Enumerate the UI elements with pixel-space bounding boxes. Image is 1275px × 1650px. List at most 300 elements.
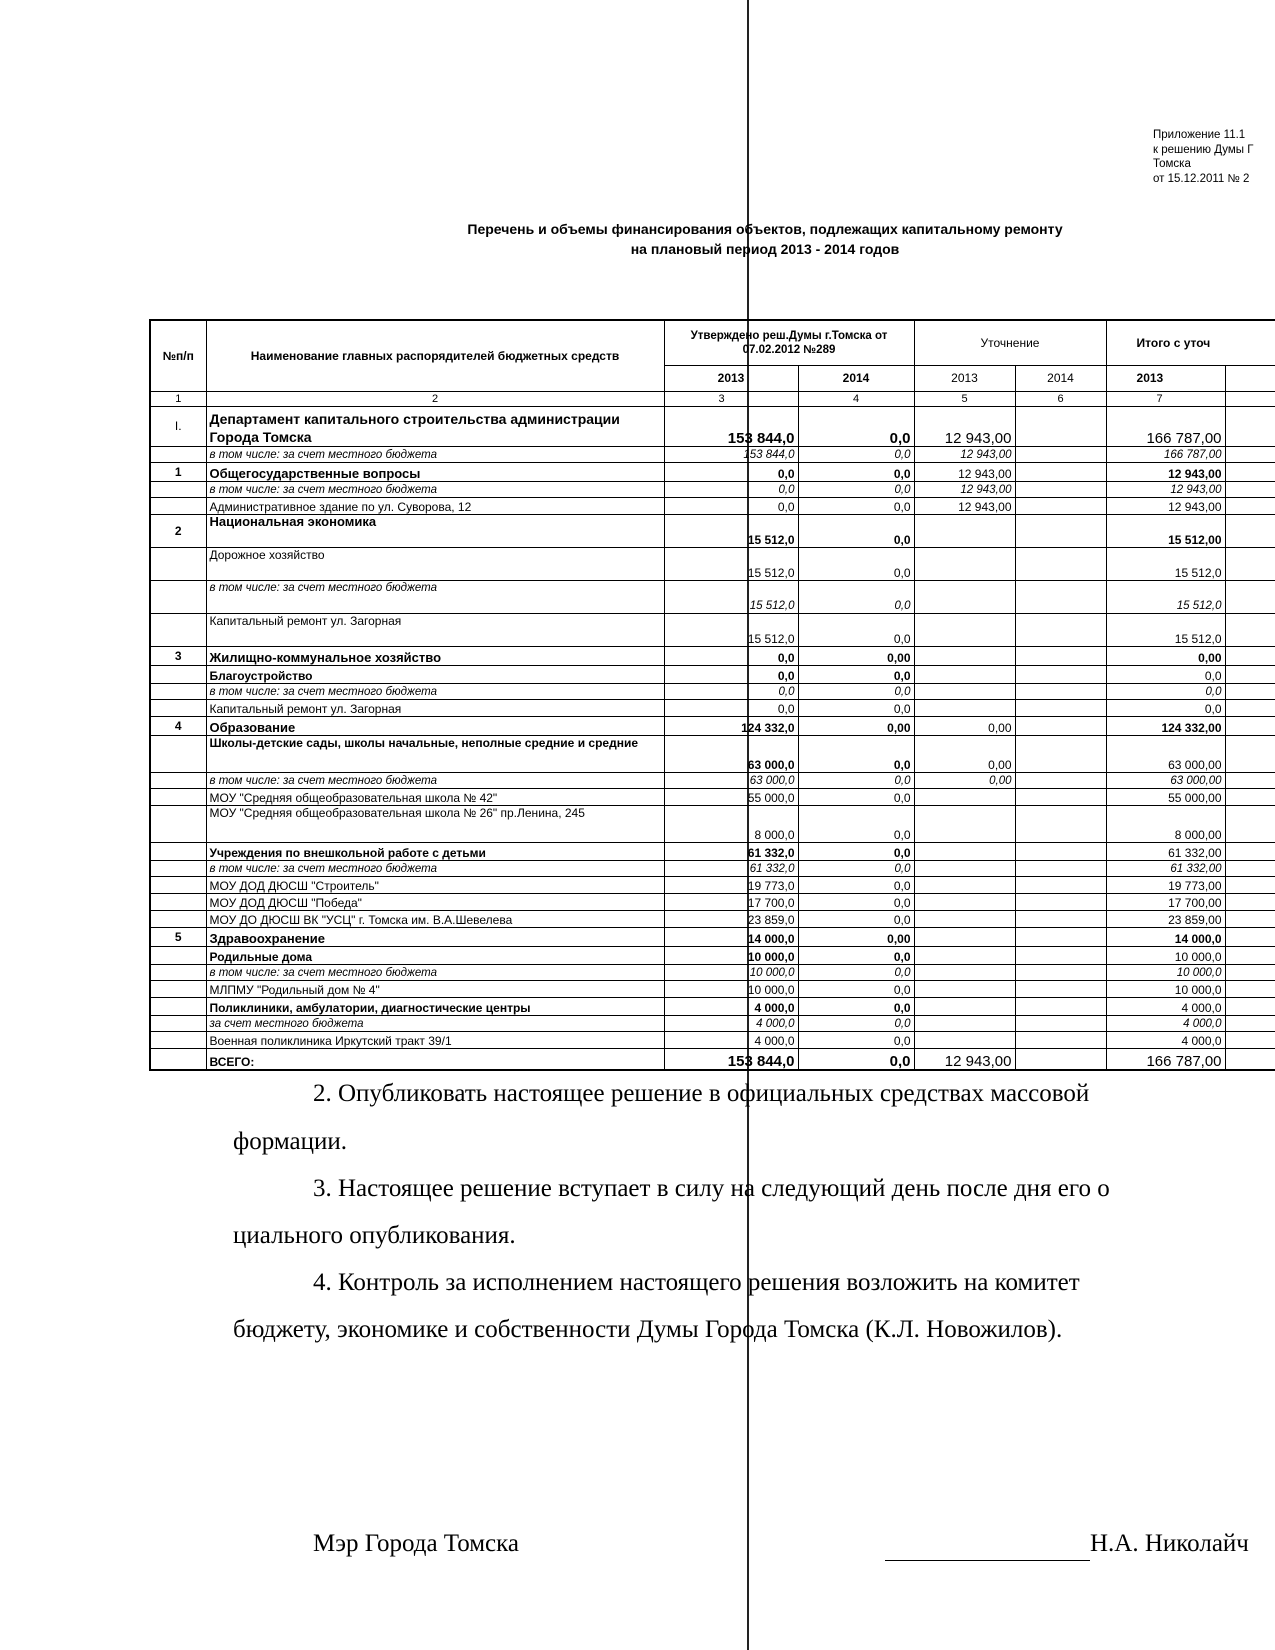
total-2014-cell [1225,1015,1275,1031]
approved-2014-cell: 0,0 [798,772,914,788]
title-line: Перечень и объемы финансирования объектов, подлежащих капитальному ремонту [467,221,1063,237]
total-2014-cell [1225,980,1275,997]
approved-2014-cell: 0,0 [798,683,914,699]
clarification-2013-cell: 12 943,00 [914,462,1015,481]
finance-table-wrapper [149,319,1275,1124]
table-row [150,997,1275,1015]
clarification-2014-cell [1015,613,1106,646]
finance-table [149,319,1275,1071]
total-2013-cell: 8 000,00 [1106,805,1225,842]
col-number: 6 [1015,391,1106,406]
table-row [150,980,1275,997]
clarification-2013-cell: 0,00 [914,772,1015,788]
table-row [150,946,1275,964]
table-row [150,910,1275,927]
approved-2014-cell: 0,0 [798,406,914,446]
clarification-2014-cell [1015,481,1106,497]
table-body [150,406,1275,1070]
approved-2013-cell: 15 512,0 [664,580,798,613]
total-2014-cell [1225,462,1275,481]
col-number: 5 [914,391,1015,406]
row-name-cell: Здравоохранение [206,927,664,946]
row-number-cell: 5 [150,927,206,946]
clarification-2013-cell [914,1015,1015,1031]
approved-2013-cell: 61 332,0 [664,842,798,860]
approved-2013-cell: 4 000,0 [664,997,798,1015]
approved-2014-cell: 0,0 [798,893,914,910]
clarification-2013-cell [914,699,1015,716]
total-2013-cell: 0,0 [1106,665,1225,683]
clarification-2013-cell: 0,00 [914,735,1015,772]
clarification-2014-cell [1015,1015,1106,1031]
total-2014-cell [1225,946,1275,964]
clarification-2013-cell [914,893,1015,910]
approved-2014-cell: 0,00 [798,927,914,946]
clarification-2013-cell [914,683,1015,699]
row-name-cell: Дорожное хозяйство [206,547,664,580]
row-number-cell [150,699,206,716]
col-number: 2 [206,391,664,406]
total-2013-cell: 0,0 [1106,699,1225,716]
total-2014-cell [1225,406,1275,446]
total-2013-cell: 61 332,00 [1106,842,1225,860]
row-name-cell: в том числе: за счет местного бюджета [206,772,664,788]
clarification-2014-cell [1015,772,1106,788]
total-2013-cell: 15 512,0 [1106,613,1225,646]
table-row [150,964,1275,980]
clarification-2013-cell [914,876,1015,893]
approved-2014-cell: 0,0 [798,876,914,893]
total-2013-cell: 61 332,00 [1106,860,1225,876]
clarification-2014-cell [1015,805,1106,842]
header-name: Наименование главных распорядителей бюджетных средств [206,320,664,391]
total-2013-cell: 4 000,0 [1106,997,1225,1015]
row-number-cell [150,997,206,1015]
approved-2013-cell: 19 773,0 [664,876,798,893]
row-number-cell [150,580,206,613]
total-2014-cell [1225,927,1275,946]
table-row [150,497,1275,514]
header-approved: Утверждено реш.Думы г.Томска от 07.02.2012 №289 [664,320,914,365]
table-row [150,446,1275,462]
table-row [150,406,1275,446]
table-row [150,665,1275,683]
row-name-cell: Капитальный ремонт ул. Загорная [206,699,664,716]
row-number-cell [150,805,206,842]
total-2013-cell: 55 000,00 [1106,788,1225,805]
header-approved-2014: 2014 [798,365,914,391]
clarification-2013-cell [914,788,1015,805]
clarification-2013-cell [914,580,1015,613]
row-number-cell [150,772,206,788]
total-2014-cell [1225,514,1275,547]
total-2013-cell: 166 787,00 [1106,406,1225,446]
approved-2013-cell: 14 000,0 [664,927,798,946]
approved-2013-cell: 4 000,0 [664,1015,798,1031]
row-number-cell: 4 [150,716,206,735]
table-row [150,1015,1275,1031]
row-name-cell: Учреждения по внешкольной работе с детьми [206,842,664,860]
paragraph-2-line-1: 2. Опубликовать настоящее решение в официальных средствах массовой [313,1080,1090,1107]
approved-2013-cell: 23 859,0 [664,910,798,927]
total-2013-cell: 166 787,00 [1106,1048,1225,1070]
total-2014-cell [1225,683,1275,699]
clarification-2013-cell: 12 943,00 [914,497,1015,514]
table-row [150,580,1275,613]
header-approved-2013: 2013 [664,365,798,391]
header-total: Итого с уточ [1106,320,1275,365]
total-2013-cell: 63 000,00 [1106,735,1225,772]
table-row [150,699,1275,716]
approved-2013-cell: 124 332,0 [664,716,798,735]
clarification-2014-cell [1015,876,1106,893]
table-row [150,613,1275,646]
approved-2013-cell: 153 844,0 [664,1048,798,1070]
approved-2013-cell: 0,0 [664,462,798,481]
approved-2013-cell: 15 512,0 [664,547,798,580]
clarification-2014-cell [1015,406,1106,446]
approved-2013-cell: 8 000,0 [664,805,798,842]
clarification-2013-cell [914,514,1015,547]
clarification-2013-cell [914,613,1015,646]
approved-2013-cell: 0,0 [664,683,798,699]
clarification-2014-cell [1015,716,1106,735]
approved-2014-cell: 0,0 [798,514,914,547]
approved-2014-cell: 0,0 [798,1015,914,1031]
total-2014-cell [1225,716,1275,735]
clarification-2013-cell [914,665,1015,683]
clarification-2014-cell [1015,1031,1106,1048]
signature-title: Мэр Города Томска [313,1530,520,1557]
approved-2014-cell: 0,0 [798,1031,914,1048]
total-2014-cell [1225,964,1275,980]
row-name-cell: Родильные дома [206,946,664,964]
total-2013-cell: 14 000,0 [1106,927,1225,946]
row-number-cell [150,876,206,893]
total-2014-cell [1225,842,1275,860]
row-number-cell [150,613,206,646]
row-name-cell: Департамент капитального строительства администрации Города Томска [206,406,664,446]
signature-line [885,1560,1090,1561]
appendix-line: к решению Думы Г [1153,143,1254,156]
title-line: на плановый период 2013 - 2014 годов [630,241,900,257]
row-number-cell [150,860,206,876]
approved-2014-cell: 0,0 [798,910,914,927]
paragraph-2-line-2: формации. [233,1128,347,1155]
approved-2013-cell: 61 332,0 [664,860,798,876]
clarification-2013-cell: 12 943,00 [914,406,1015,446]
row-name-cell: МОУ "Средняя общеобразовательная школа № 26" пр.Ленина, 245 [206,805,664,842]
row-name-cell: ВСЕГО: [206,1048,664,1070]
total-2013-cell: 0,00 [1106,646,1225,665]
row-name-cell: в том числе: за счет местного бюджета [206,683,664,699]
clarification-2014-cell [1015,910,1106,927]
clarification-2013-cell: 12 943,00 [914,1048,1015,1070]
total-2013-cell: 15 512,0 [1106,580,1225,613]
clarification-2013-cell [914,997,1015,1015]
col-number-empty [1225,391,1275,406]
clarification-2014-cell [1015,997,1106,1015]
approved-2014-cell: 0,0 [798,1048,914,1070]
clarification-2014-cell [1015,860,1106,876]
row-name-cell: Национальная экономика [206,514,664,547]
table-row [150,927,1275,946]
total-2014-cell [1225,446,1275,462]
table-row [150,842,1275,860]
table-row [150,1031,1275,1048]
row-name-cell: МОУ "Средняя общеобразовательная школа № 42" [206,788,664,805]
row-name-cell: в том числе: за счет местного бюджета [206,964,664,980]
approved-2014-cell: 0,0 [798,788,914,805]
row-name-cell: Поликлиники, амбулатории, диагностические центры [206,997,664,1015]
appendix-line: от 15.12.2011 № 2 [1153,172,1250,185]
row-number-cell [150,446,206,462]
approved-2013-cell: 55 000,0 [664,788,798,805]
row-number-cell [150,547,206,580]
approved-2013-cell: 0,0 [664,665,798,683]
total-2014-cell [1225,772,1275,788]
col-number: 7 [1106,391,1225,406]
total-2014-cell [1225,805,1275,842]
row-number-cell [150,735,206,772]
signature-name: Н.А. Николайч [1090,1530,1249,1557]
clarification-2014-cell [1015,946,1106,964]
total-2014-cell [1225,481,1275,497]
row-name-cell: Благоустройство [206,665,664,683]
approved-2014-cell: 0,0 [798,735,914,772]
approved-2013-cell: 0,0 [664,481,798,497]
header-total-2013: 2013 [1106,365,1225,391]
row-name-cell: Школы-детские сады, школы начальные, неполные средние и средние [206,735,664,772]
table-row [150,716,1275,735]
total-2013-cell: 19 773,00 [1106,876,1225,893]
clarification-2013-cell [914,980,1015,997]
row-number-cell: 2 [150,514,206,547]
total-2013-cell: 23 859,00 [1106,910,1225,927]
total-2014-cell [1225,910,1275,927]
total-2014-cell [1225,997,1275,1015]
total-2013-cell: 17 700,00 [1106,893,1225,910]
paragraph-4-line-2: бюджету, экономике и собственности Думы Города Томска (К.Л. Новожилов). [233,1316,1063,1343]
approved-2014-cell: 0,0 [798,481,914,497]
row-number-cell [150,893,206,910]
table-row [150,805,1275,842]
approved-2014-cell: 0,0 [798,580,914,613]
row-number-cell [150,842,206,860]
row-name-cell: МОУ ДОД ДЮСШ "Строитель" [206,876,664,893]
row-number-cell [150,910,206,927]
clarification-2014-cell [1015,788,1106,805]
clarification-2014-cell [1015,842,1106,860]
clarification-2014-cell [1015,735,1106,772]
row-name-cell: Жилищно-коммунальное хозяйство [206,646,664,665]
row-number-cell [150,481,206,497]
approved-2014-cell: 0,0 [798,842,914,860]
total-2014-cell [1225,788,1275,805]
total-2013-cell: 10 000,0 [1106,980,1225,997]
clarification-2014-cell [1015,547,1106,580]
approved-2013-cell: 0,0 [664,699,798,716]
clarification-2013-cell [914,842,1015,860]
total-2014-cell [1225,893,1275,910]
total-2013-cell: 15 512,0 [1106,547,1225,580]
clarification-2013-cell [914,860,1015,876]
approved-2013-cell: 10 000,0 [664,946,798,964]
paragraph-3-line-2: циального опубликования. [233,1222,516,1249]
approved-2013-cell: 15 512,0 [664,514,798,547]
approved-2013-cell: 17 700,0 [664,893,798,910]
approved-2014-cell: 0,0 [798,613,914,646]
approved-2013-cell: 4 000,0 [664,1031,798,1048]
appendix-line: Приложение 11.1 [1153,129,1246,141]
total-2013-cell: 10 000,0 [1106,964,1225,980]
row-number-cell [150,665,206,683]
approved-2013-cell: 10 000,0 [664,980,798,997]
total-2014-cell [1225,876,1275,893]
clarification-2014-cell [1015,580,1106,613]
table-row [150,1048,1275,1070]
total-2014-cell [1225,547,1275,580]
approved-2014-cell: 0,0 [798,497,914,514]
total-2014-cell [1225,497,1275,514]
row-number-cell [150,964,206,980]
row-number-cell [150,497,206,514]
approved-2014-cell: 0,0 [798,980,914,997]
paragraph-4-line-1: 4. Контроль за исполнением настоящего решения возложить на комитет [313,1269,1080,1296]
paragraph-3-line-1: 3. Настоящее решение вступает в силу на следующий день после дня его о [313,1175,1110,1202]
total-2013-cell: 12 943,00 [1106,497,1225,514]
row-number-cell [150,946,206,964]
approved-2014-cell: 0,0 [798,946,914,964]
total-2013-cell: 0,0 [1106,683,1225,699]
clarification-2014-cell [1015,927,1106,946]
total-2014-cell [1225,665,1275,683]
total-2013-cell: 166 787,00 [1106,446,1225,462]
col-number: 4 [798,391,914,406]
clarification-2013-cell [914,547,1015,580]
row-name-cell: МЛПМУ "Родильный дом № 4" [206,980,664,997]
clarification-2013-cell: 12 943,00 [914,446,1015,462]
clarification-2013-cell [914,964,1015,980]
approved-2013-cell: 63 000,0 [664,735,798,772]
total-2013-cell: 12 943,00 [1106,481,1225,497]
row-number-cell [150,1031,206,1048]
table-row [150,514,1275,547]
appendix-line: Томска [1153,158,1191,170]
col-number: 1 [150,391,206,406]
clarification-2014-cell [1015,980,1106,997]
clarification-2013-cell [914,946,1015,964]
clarification-2014-cell [1015,514,1106,547]
table-row [150,683,1275,699]
clarification-2013-cell [914,1031,1015,1048]
approved-2013-cell: 10 000,0 [664,964,798,980]
clarification-2014-cell [1015,683,1106,699]
total-2013-cell: 10 000,0 [1106,946,1225,964]
row-number-cell [150,1048,206,1070]
approved-2014-cell: 0,0 [798,997,914,1015]
approved-2014-cell: 0,00 [798,646,914,665]
clarification-2014-cell [1015,1048,1106,1070]
row-number-cell: 3 [150,646,206,665]
approved-2014-cell: 0,0 [798,665,914,683]
document-title [380,219,1150,259]
clarification-2014-cell [1015,665,1106,683]
clarification-2014-cell [1015,462,1106,481]
total-2013-cell: 4 000,0 [1106,1015,1225,1031]
table-row [150,893,1275,910]
clarification-2014-cell [1015,446,1106,462]
total-2014-cell [1225,1031,1275,1048]
row-name-cell: МОУ ДОД ДЮСШ "Победа" [206,893,664,910]
header-clar-2013: 2013 [914,365,1015,391]
table-row [150,876,1275,893]
row-number-cell [150,980,206,997]
clarification-2013-cell [914,910,1015,927]
total-2013-cell: 15 512,00 [1106,514,1225,547]
row-name-cell: Общегосударственные вопросы [206,462,664,481]
total-2014-cell [1225,860,1275,876]
approved-2014-cell: 0,0 [798,462,914,481]
clarification-2014-cell [1015,699,1106,716]
total-2014-cell [1225,613,1275,646]
clarification-2013-cell [914,927,1015,946]
table-row [150,481,1275,497]
approved-2014-cell: 0,0 [798,860,914,876]
total-2013-cell: 4 000,0 [1106,1031,1225,1048]
approved-2013-cell: 153 844,0 [664,446,798,462]
total-2014-cell [1225,735,1275,772]
clarification-2014-cell [1015,964,1106,980]
table-row [150,772,1275,788]
row-name-cell: Военная поликлиника Иркутский тракт 39/1 [206,1031,664,1048]
row-name-cell: за счет местного бюджета [206,1015,664,1031]
total-2013-cell: 12 943,00 [1106,462,1225,481]
approved-2013-cell: 0,0 [664,497,798,514]
total-2013-cell: 63 000,00 [1106,772,1225,788]
total-2014-cell [1225,580,1275,613]
row-number-cell [150,1015,206,1031]
table-row [150,860,1275,876]
total-2014-cell [1225,646,1275,665]
approved-2013-cell: 63 000,0 [664,772,798,788]
table-row [150,735,1275,772]
header-total-2014 [1225,365,1275,391]
table-row [150,646,1275,665]
header-clar-2014: 2014 [1015,365,1106,391]
total-2013-cell: 124 332,00 [1106,716,1225,735]
clarification-2013-cell: 12 943,00 [914,481,1015,497]
header-clarification: Уточнение [914,320,1106,365]
col-number: 3 [664,391,798,406]
clarification-2013-cell [914,646,1015,665]
appendix-note [1153,128,1254,186]
approved-2014-cell: 0,0 [798,964,914,980]
total-2014-cell [1225,1048,1275,1070]
clarification-2013-cell: 0,00 [914,716,1015,735]
header-num: №п/п [150,320,206,391]
row-name-cell: в том числе: за счет местного бюджета [206,446,664,462]
table-row [150,462,1275,481]
clarification-2014-cell [1015,646,1106,665]
approved-2013-cell: 15 512,0 [664,613,798,646]
approved-2014-cell: 0,00 [798,716,914,735]
row-number-cell [150,788,206,805]
row-number-cell: I. [150,406,206,446]
clarification-2014-cell [1015,497,1106,514]
row-name-cell: в том числе: за счет местного бюджета [206,580,664,613]
row-name-cell: в том числе: за счет местного бюджета [206,860,664,876]
